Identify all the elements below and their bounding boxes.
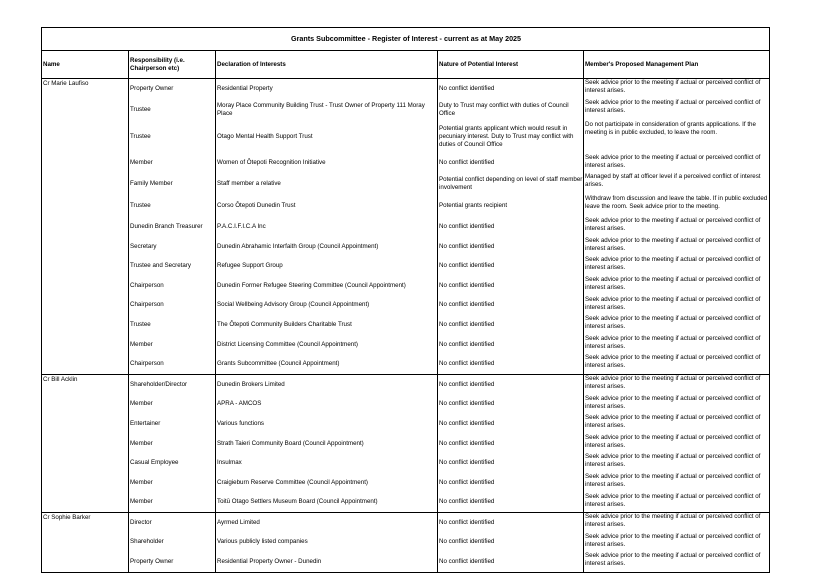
- table-row: [42, 354, 770, 374]
- header-name: Name: [42, 51, 129, 79]
- member-name-cell: [42, 453, 129, 473]
- responsibility-cell: Director: [129, 513, 216, 533]
- nature-cell: No conflict identified: [438, 354, 584, 374]
- declaration-cell: Dunedin Abrahamic Interfaith Group (Council Appointment): [216, 237, 438, 257]
- member-name-cell: [42, 395, 129, 415]
- table-row: [42, 154, 770, 174]
- responsibility-cell: Trustee: [129, 195, 216, 217]
- table-row: [42, 374, 770, 394]
- table-row: [42, 473, 770, 493]
- responsibility-cell: Trustee: [129, 121, 216, 154]
- member-name-cell: [42, 99, 129, 121]
- management-plan-cell: Withdraw from discussion and leave the table. If in public excluded leave the room. Seek advice prior to the meeting.: [584, 195, 770, 217]
- declaration-cell: Refugee Support Group: [216, 256, 438, 276]
- nature-cell: No conflict identified: [438, 473, 584, 493]
- management-plan-cell: Seek advice prior to the meeting if actual or perceived conflict of interest arises.: [584, 237, 770, 257]
- member-name-cell: [42, 533, 129, 553]
- member-name-cell: Cr Bill Acklin: [42, 374, 129, 394]
- declaration-cell: Various publicly listed companies: [216, 533, 438, 553]
- responsibility-cell: Member: [129, 335, 216, 355]
- nature-cell: Duty to Trust may conflict with duties of Council Office: [438, 99, 584, 121]
- nature-cell: No conflict identified: [438, 296, 584, 316]
- declaration-cell: Ayrmed Limited: [216, 513, 438, 533]
- member-name-cell: [42, 296, 129, 316]
- table-row: [42, 513, 770, 533]
- management-plan-cell: Seek advice prior to the meeting if actual or perceived conflict of interest arises.: [584, 315, 770, 335]
- nature-cell: No conflict identified: [438, 374, 584, 394]
- declaration-cell: Moray Place Community Building Trust - Trust Owner of Property 111 Moray Place: [216, 99, 438, 121]
- responsibility-cell: Chairperson: [129, 296, 216, 316]
- table-row: [42, 99, 770, 121]
- register-of-interest-table: [41, 27, 770, 573]
- management-plan-cell: Seek advice prior to the meeting if actual or perceived conflict of interest arises.: [584, 354, 770, 374]
- responsibility-cell: Trustee: [129, 99, 216, 121]
- responsibility-cell: Shareholder: [129, 533, 216, 553]
- member-name-cell: [42, 414, 129, 434]
- nature-cell: No conflict identified: [438, 493, 584, 513]
- table-row: [42, 493, 770, 513]
- nature-cell: No conflict identified: [438, 414, 584, 434]
- member-name-cell: [42, 276, 129, 296]
- table-row: [42, 217, 770, 237]
- declaration-cell: Insulmax: [216, 453, 438, 473]
- nature-cell: No conflict identified: [438, 513, 584, 533]
- declaration-cell: Residential Property: [216, 79, 438, 99]
- register-rows: [42, 79, 770, 573]
- nature-cell: Potential conflict depending on level of staff member involvement: [438, 173, 584, 195]
- table-row: [42, 79, 770, 99]
- member-name-cell: [42, 354, 129, 374]
- table-row: [42, 315, 770, 335]
- nature-cell: No conflict identified: [438, 552, 584, 572]
- declaration-cell: P.A.C.I.F.I.C.A Inc: [216, 217, 438, 237]
- table-row: [42, 296, 770, 316]
- responsibility-cell: Member: [129, 493, 216, 513]
- responsibility-cell: Secretary: [129, 237, 216, 257]
- responsibility-cell: Entertainer: [129, 414, 216, 434]
- responsibility-cell: Property Owner: [129, 552, 216, 572]
- declaration-cell: The Ōtepoti Community Builders Charitable Trust: [216, 315, 438, 335]
- nature-cell: No conflict identified: [438, 276, 584, 296]
- nature-cell: No conflict identified: [438, 79, 584, 99]
- responsibility-cell: Shareholder/Director: [129, 374, 216, 394]
- member-name-cell: Cr Marie Laufiso: [42, 79, 129, 99]
- declaration-cell: District Licensing Committee (Council Appointment): [216, 335, 438, 355]
- declaration-cell: Grants Subcommittee (Council Appointment): [216, 354, 438, 374]
- nature-cell: No conflict identified: [438, 335, 584, 355]
- member-name-cell: [42, 217, 129, 237]
- member-name-cell: [42, 434, 129, 454]
- header-declaration: Declaration of Interests: [216, 51, 438, 79]
- declaration-cell: Craigieburn Reserve Committee (Council Appointment): [216, 473, 438, 493]
- management-plan-cell: Seek advice prior to the meeting if actual or perceived conflict of interest arises.: [584, 256, 770, 276]
- responsibility-cell: Member: [129, 434, 216, 454]
- management-plan-cell: Seek advice prior to the meeting if actual or perceived conflict of interest arises.: [584, 395, 770, 415]
- management-plan-cell: Seek advice prior to the meeting if actual or perceived conflict of interest arises.: [584, 453, 770, 473]
- member-name-cell: [42, 256, 129, 276]
- nature-cell: No conflict identified: [438, 453, 584, 473]
- nature-cell: No conflict identified: [438, 256, 584, 276]
- management-plan-cell: Seek advice prior to the meeting if actual or perceived conflict of interest arises.: [584, 374, 770, 394]
- management-plan-cell: Seek advice prior to the meeting if actual or perceived conflict of interest arises.: [584, 552, 770, 572]
- responsibility-cell: Family Member: [129, 173, 216, 195]
- member-name-cell: [42, 493, 129, 513]
- header-plan: Member's Proposed Management Plan: [584, 51, 770, 79]
- responsibility-cell: Casual Employee: [129, 453, 216, 473]
- table-row: [42, 195, 770, 217]
- table-row: [42, 237, 770, 257]
- management-plan-cell: Managed by staff at officer level if a perceived conflict of interest arises.: [584, 173, 770, 195]
- member-name-cell: [42, 473, 129, 493]
- management-plan-cell: Seek advice prior to the meeting if actual or perceived conflict of interest arises.: [584, 276, 770, 296]
- table-row: [42, 453, 770, 473]
- member-name-cell: [42, 237, 129, 257]
- management-plan-cell: Seek advice prior to the meeting if actual or perceived conflict of interest arises.: [584, 493, 770, 513]
- responsibility-cell: Dunedin Branch Treasurer: [129, 217, 216, 237]
- nature-cell: Potential grants applicant which would result in pecuniary interest. Duty to Trust may conflict with duties of Council Office: [438, 121, 584, 154]
- nature-cell: Potential grants recipient: [438, 195, 584, 217]
- table-row: [42, 533, 770, 553]
- table-row: [42, 121, 770, 154]
- declaration-cell: Residential Property Owner - Dunedin: [216, 552, 438, 572]
- table-row: [42, 434, 770, 454]
- declaration-cell: Dunedin Brokers Limited: [216, 374, 438, 394]
- responsibility-cell: Trustee and Secretary: [129, 256, 216, 276]
- management-plan-cell: Seek advice prior to the meeting if actual or perceived conflict of interest arises.: [584, 154, 770, 174]
- table-row: [42, 395, 770, 415]
- responsibility-cell: Member: [129, 473, 216, 493]
- declaration-cell: Women of Ōtepoti Recognition Initiative: [216, 154, 438, 174]
- member-name-cell: [42, 195, 129, 217]
- member-name-cell: [42, 315, 129, 335]
- declaration-cell: Staff member a relative: [216, 173, 438, 195]
- nature-cell: No conflict identified: [438, 434, 584, 454]
- nature-cell: No conflict identified: [438, 154, 584, 174]
- header-responsibility: Responsibility (i.e. Chairperson etc): [129, 51, 216, 79]
- management-plan-cell: Seek advice prior to the meeting if actual or perceived conflict of interest arises.: [584, 414, 770, 434]
- responsibility-cell: Chairperson: [129, 276, 216, 296]
- declaration-cell: Otago Mental Health Support Trust: [216, 121, 438, 154]
- responsibility-cell: Member: [129, 154, 216, 174]
- table-row: [42, 335, 770, 355]
- member-name-cell: Cr Sophie Barker: [42, 513, 129, 533]
- management-plan-cell: Seek advice prior to the meeting if actual or perceived conflict of interest arises.: [584, 296, 770, 316]
- header-row: [42, 51, 770, 79]
- responsibility-cell: Trustee: [129, 315, 216, 335]
- page-title: Grants Subcommittee - Register of Interest - current as at May 2025: [42, 28, 770, 51]
- management-plan-cell: Seek advice prior to the meeting if actual or perceived conflict of interest arises.: [584, 217, 770, 237]
- management-plan-cell: Seek advice prior to the meeting if actual or perceived conflict of interest arises.: [584, 335, 770, 355]
- member-name-cell: [42, 173, 129, 195]
- header-nature: Nature of Potential Interest: [438, 51, 584, 79]
- member-name-cell: [42, 552, 129, 572]
- declaration-cell: Social Wellbeing Advisory Group (Council Appointment): [216, 296, 438, 316]
- declaration-cell: Dunedin Former Refugee Steering Committee (Council Appointment): [216, 276, 438, 296]
- nature-cell: No conflict identified: [438, 237, 584, 257]
- responsibility-cell: Member: [129, 395, 216, 415]
- declaration-cell: Toitū Otago Settlers Museum Board (Council Appointment): [216, 493, 438, 513]
- management-plan-cell: Seek advice prior to the meeting if actual or perceived conflict of interest arises.: [584, 513, 770, 533]
- nature-cell: No conflict identified: [438, 533, 584, 553]
- declaration-cell: Strath Taieri Community Board (Council Appointment): [216, 434, 438, 454]
- nature-cell: No conflict identified: [438, 395, 584, 415]
- responsibility-cell: Property Owner: [129, 79, 216, 99]
- management-plan-cell: Seek advice prior to the meeting if actual or perceived conflict of interest arises.: [584, 533, 770, 553]
- declaration-cell: Corso Ōtepoti Dunedin Trust: [216, 195, 438, 217]
- nature-cell: No conflict identified: [438, 217, 584, 237]
- management-plan-cell: Do not participate in consideration of grants applications. If the meeting is in public excluded, to leave the room.: [584, 121, 770, 154]
- management-plan-cell: Seek advice prior to the meeting if actual or perceived conflict of interest arises.: [584, 473, 770, 493]
- responsibility-cell: Chairperson: [129, 354, 216, 374]
- management-plan-cell: Seek advice prior to the meeting if actual or perceived conflict of interest arises.: [584, 99, 770, 121]
- member-name-cell: [42, 121, 129, 154]
- table-row: [42, 552, 770, 572]
- management-plan-cell: Seek advice prior to the meeting if actual or perceived conflict of interest arises.: [584, 434, 770, 454]
- table-row: [42, 414, 770, 434]
- nature-cell: No conflict identified: [438, 315, 584, 335]
- table-row: [42, 173, 770, 195]
- table-row: [42, 276, 770, 296]
- management-plan-cell: Seek advice prior to the meeting if actual or perceived conflict of interest arises.: [584, 79, 770, 99]
- table-row: [42, 256, 770, 276]
- member-name-cell: [42, 154, 129, 174]
- declaration-cell: Various functions: [216, 414, 438, 434]
- declaration-cell: APRA - AMCOS: [216, 395, 438, 415]
- member-name-cell: [42, 335, 129, 355]
